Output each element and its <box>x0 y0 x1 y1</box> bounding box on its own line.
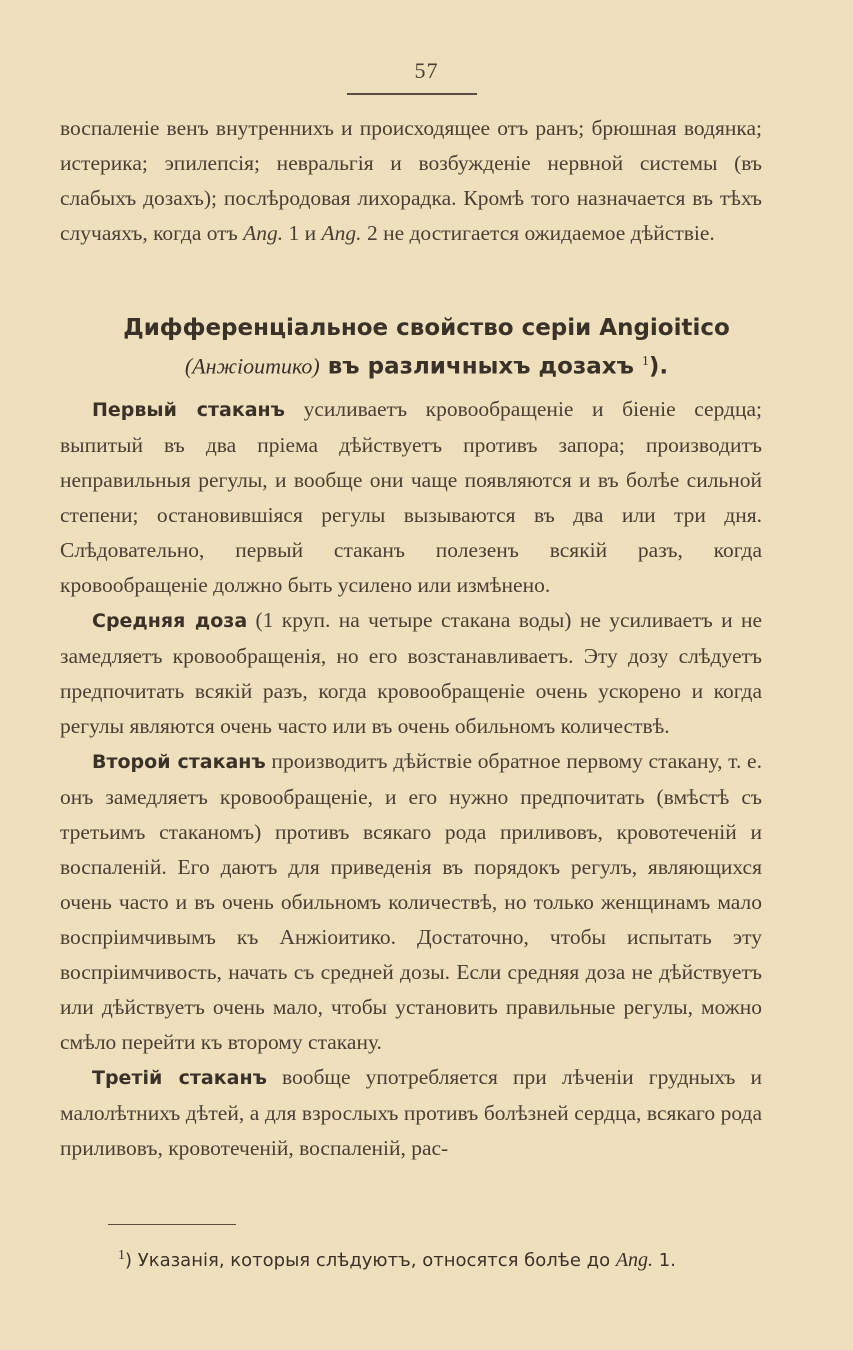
paragraph-third-glass <box>60 1060 762 1166</box>
paragraph-middle-dose <box>60 603 762 744</box>
footnote-rule <box>108 1224 236 1225</box>
heading-italic-name: (Анжіоитико) <box>184 353 320 379</box>
paragraph-text: вообще употребляется при лѣченіи грудныхъ и малолѣтнихъ дѣтей, а для взрослыхъ противъ болѣзней сердца, всякаго рода приливовъ, кровотеченій, воспаленій, рас- <box>60 1065 762 1160</box>
paragraph-text: (1 круп. на четыре стакана воды) не усиливаетъ и не замедляетъ кровообращенія, но его возстанавливаетъ. Эту дозу слѣдуетъ предпочитать всякій разъ, когда кровообращеніе очень ускорено и когда регулы являются очень часто или въ очень обильномъ количествѣ. <box>60 608 762 738</box>
body-text <box>60 392 762 1166</box>
intro-text-1: воспаленіе венъ внутреннихъ и происходящее отъ ранъ; брюшная водянка; истерика; эпилепсія; невральгія и возбужденіе нервной системы (въ слабыхъ дозахъ); послѣродовая лихорадка. Кромѣ того назначается въ тѣхъ случаяхъ, когда отъ <box>60 116 762 245</box>
footnote-marker: 1 <box>118 1248 125 1263</box>
paragraph-first-glass <box>60 392 762 603</box>
intro-text-3: 2 не достигается ожидаемое дѣйствіе. <box>361 221 715 245</box>
footnote-text: ) Указанія, которыя слѣдуютъ, относятся болѣе до <box>125 1250 616 1271</box>
intro-paragraph <box>60 111 762 251</box>
heading-bold-text: въ различныхъ дозахъ <box>319 353 634 380</box>
footnote-ang-abbrev: Ang. <box>615 1249 654 1271</box>
heading-line-1: Дифференціальное свойство серіи Angioitico <box>123 315 730 341</box>
section-heading <box>40 312 813 384</box>
footnote <box>118 1242 798 1275</box>
intro-text-2: 1 и <box>283 221 322 245</box>
paragraph-lead: Средняя доза <box>92 610 248 632</box>
paragraph-lead: Второй стаканъ <box>92 751 266 773</box>
heading-line-2 <box>40 345 813 384</box>
paragraph-text: производитъ дѣйствіе обратное первому стакану, т. е. онъ замедляетъ кровообращеніе, и его нужно предпочитать (вмѣстѣ съ третьимъ стаканомъ) противъ всякаго рода приливовъ, кровотеченій и воспаленій. Его даютъ для приведенія въ порядокъ регулъ, являющихся очень часто и въ очень обильномъ количествѣ, но только женщинамъ мало воспріимчивымъ къ Анжіоитико. Достаточно, чтобы испытать эту воспріимчивость, начать съ средней дозы. Если средняя доза не дѣйствуетъ или дѣйствуетъ очень мало, чтобы установить правильные регулы, можно смѣло перейти къ второму стакану. <box>60 749 762 1054</box>
paragraph-lead: Первый стаканъ <box>92 399 285 421</box>
page-number: 57 <box>414 58 439 83</box>
ang-abbrev-1: Ang. <box>243 221 284 245</box>
page-number-rule <box>347 93 477 95</box>
heading-line-end: ). <box>648 353 669 380</box>
paragraph-lead: Третій стаканъ <box>92 1067 267 1089</box>
heading-footnote-ref: 1 <box>641 354 649 369</box>
footnote-end: 1. <box>653 1250 676 1271</box>
paragraph-second-glass <box>60 744 762 1060</box>
ang-abbrev-2: Ang. <box>321 221 362 245</box>
paragraph-text: усиливаетъ кровообращеніе и біеніе сердца; выпитый въ два пріема дѣйствуетъ противъ запора; производитъ неправильныя регулы, и вообще они чаще появляются и въ болѣе сильной степени; остановившіяся регулы вызываются въ два или три дня. Слѣдовательно, первый стаканъ полезенъ всякій разъ, когда кровообращеніе должно быть усилено или измѣнено. <box>60 397 762 597</box>
